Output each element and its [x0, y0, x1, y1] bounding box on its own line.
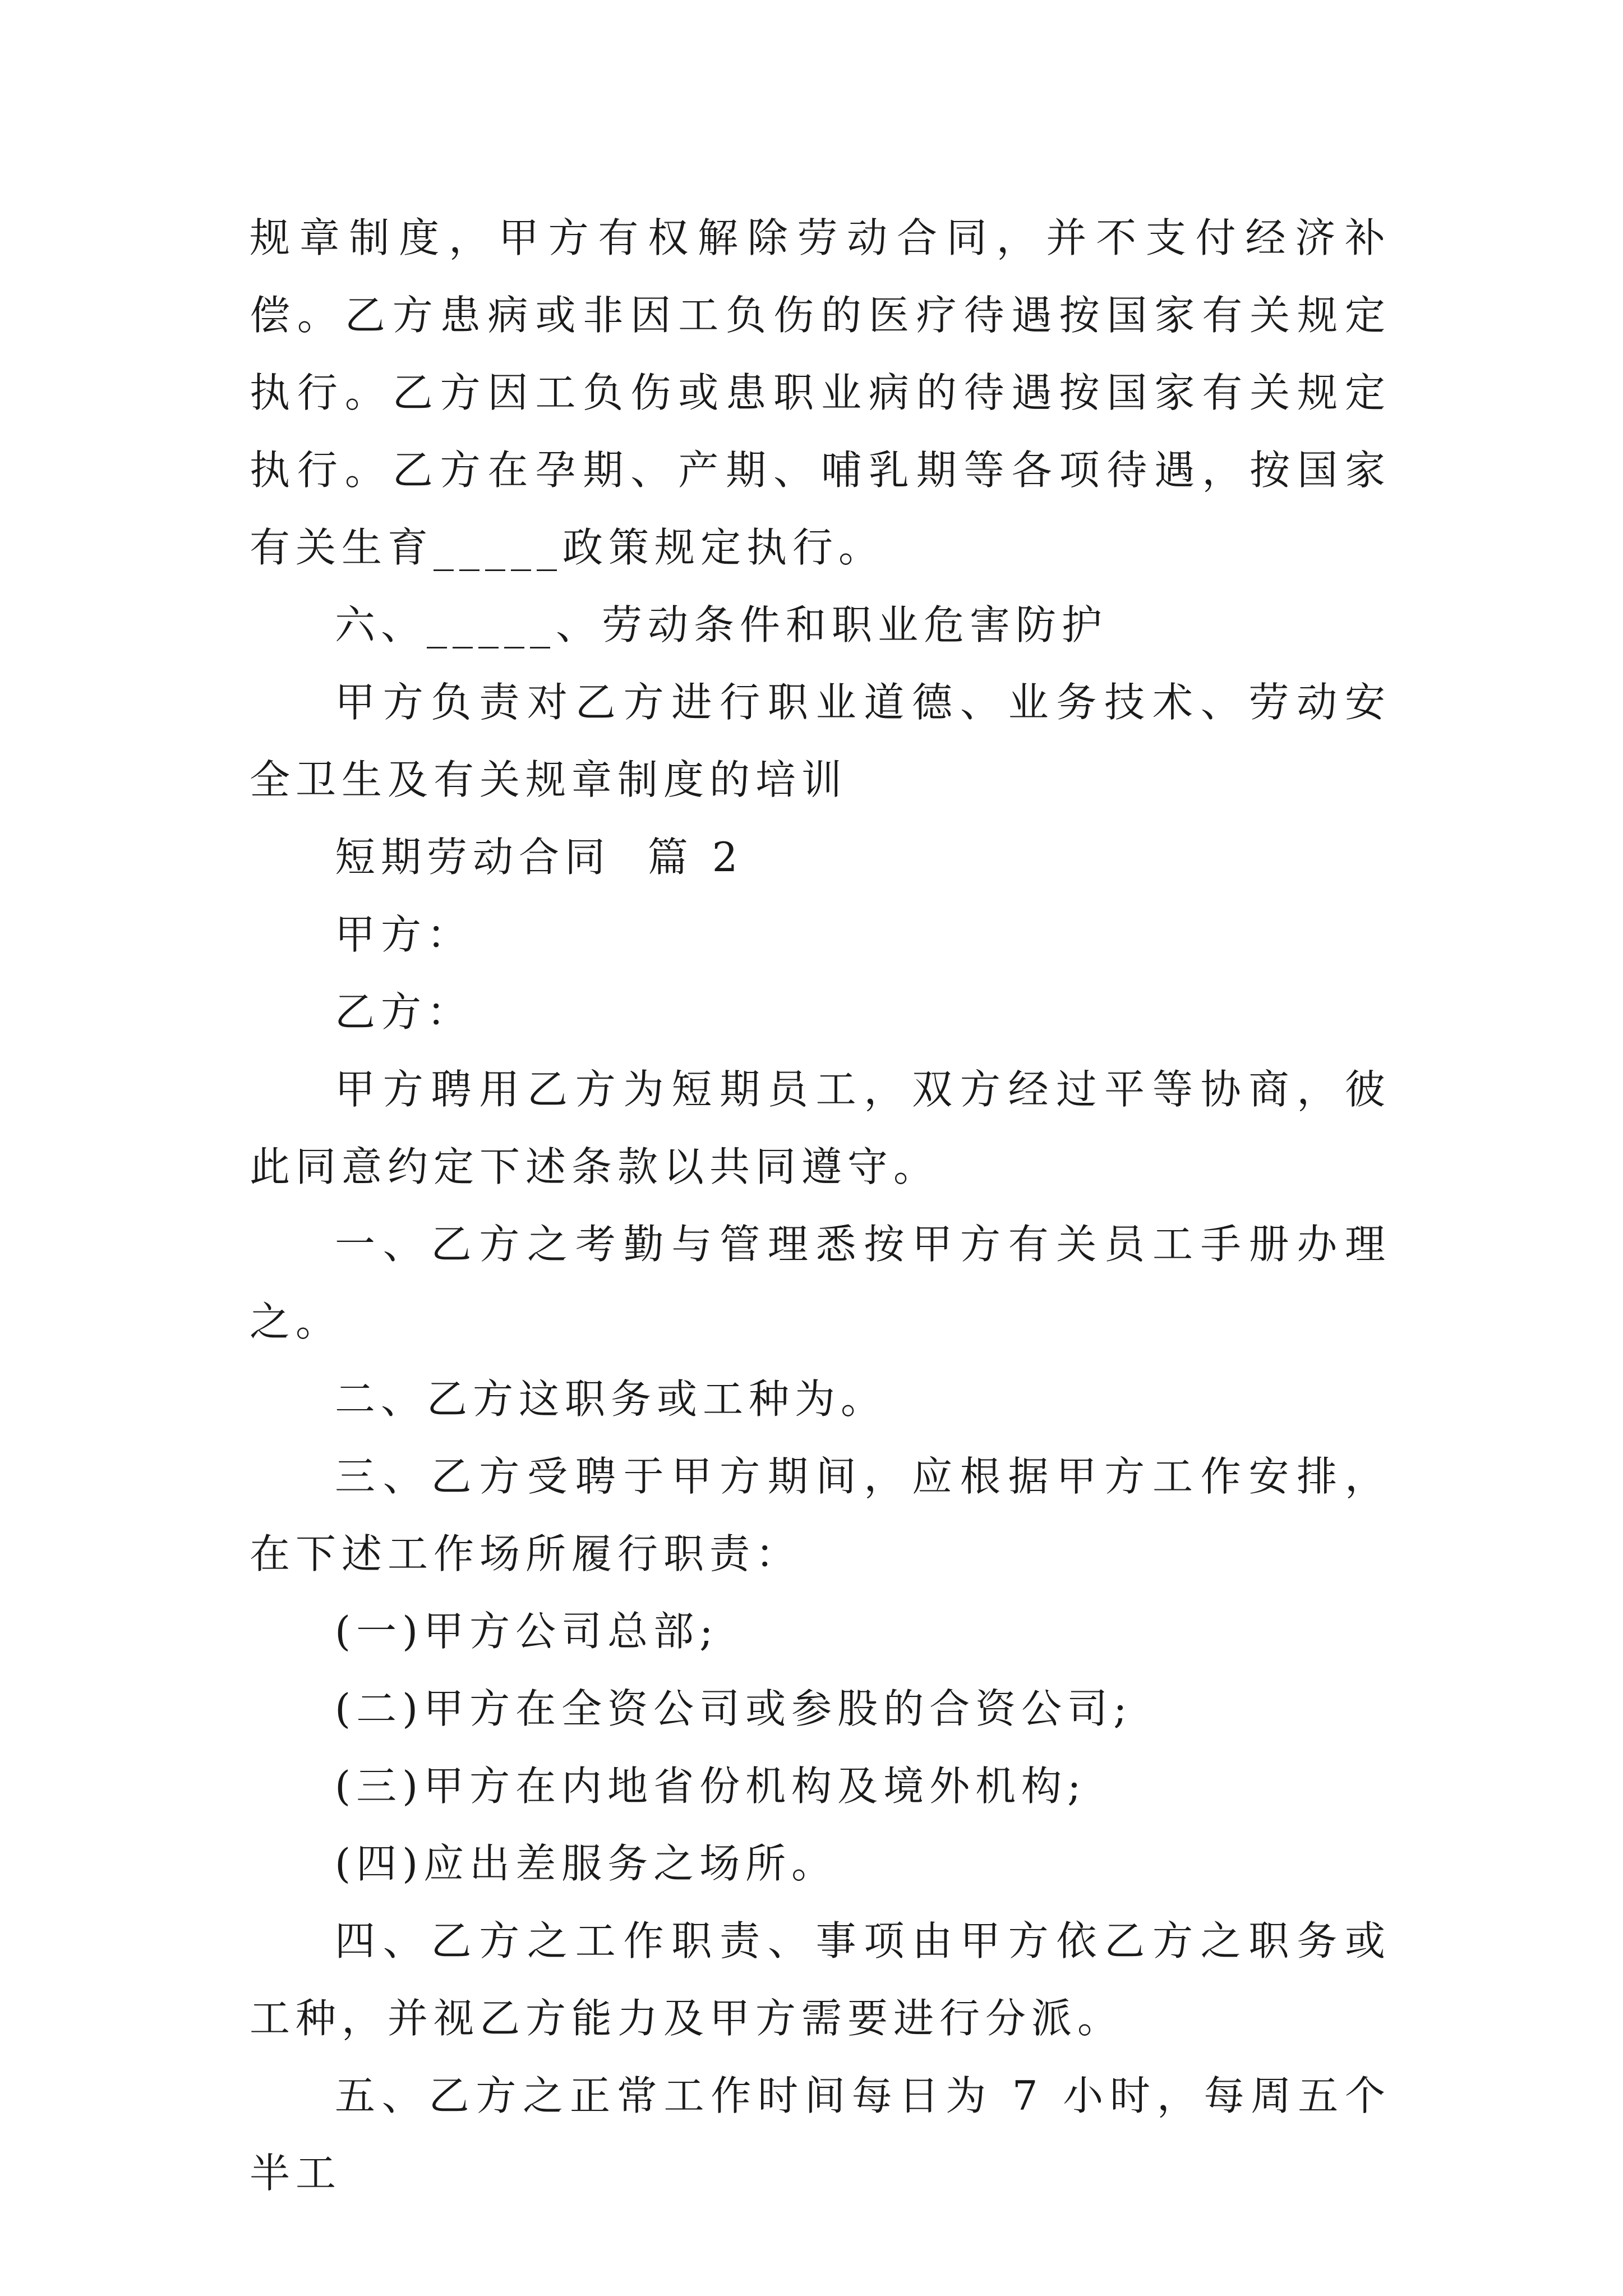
paragraph-training: 甲方负责对乙方进行职业道德、业务技术、劳动安全卫生及有关规章制度的培训 [250, 679, 1391, 803]
clause-4: 四、乙方之工作职责、事项由甲方依乙方之职务或工种，并视乙方能力及甲方需要进行分派。 [250, 1917, 1391, 2042]
paragraph-intro: 甲方聘用乙方为短期员工，双方经过平等协商，彼此同意约定下述条款以共同遵守。 [250, 1066, 1391, 1190]
document-body [250, 199, 1391, 2212]
paragraph-rules-continued: 规章制度，甲方有权解除劳动合同，并不支付经济补偿。乙方患病或非因工负伤的医疗待遇按国家有关规定执行。乙方因工负伤或患职业病的待遇按国家有关规定执行。乙方在孕期、产期、哺乳期等各项待遇，按国家有关生育_____政策规定执行。 [250, 214, 1391, 571]
party-a-label: 甲方： [335, 911, 473, 958]
clause-2: 二、乙方这职务或工种为。 [335, 1375, 887, 1423]
clause-1: 一、乙方之考勤与管理悉按甲方有关员工手册办理之。 [250, 1221, 1391, 1345]
clause-3-item-2: (二)甲方在全资公司或参股的合资公司; [335, 1685, 1133, 1732]
clause-3: 三、乙方受聘于甲方期间，应根据甲方工作安排，在下述工作场所履行职责： [250, 1453, 1391, 1577]
clause-3-item-1: (一)甲方公司总部; [335, 1608, 719, 1655]
contract-title-2: 短期劳动合同 篇 2 [335, 834, 744, 881]
clause-3-item-4: (四)应出差服务之场所。 [335, 1840, 838, 1887]
clause-3-item-3: (三)甲方在内地省份机构及境外机构; [335, 1763, 1087, 1810]
paragraph-section-6-heading: 六、_____、劳动条件和职业危害防护 [335, 601, 1108, 648]
clause-5: 五、乙方之正常工作时间每日为 7 小时，每周五个半工 [250, 2072, 1391, 2197]
party-b-label: 乙方： [335, 988, 473, 1036]
